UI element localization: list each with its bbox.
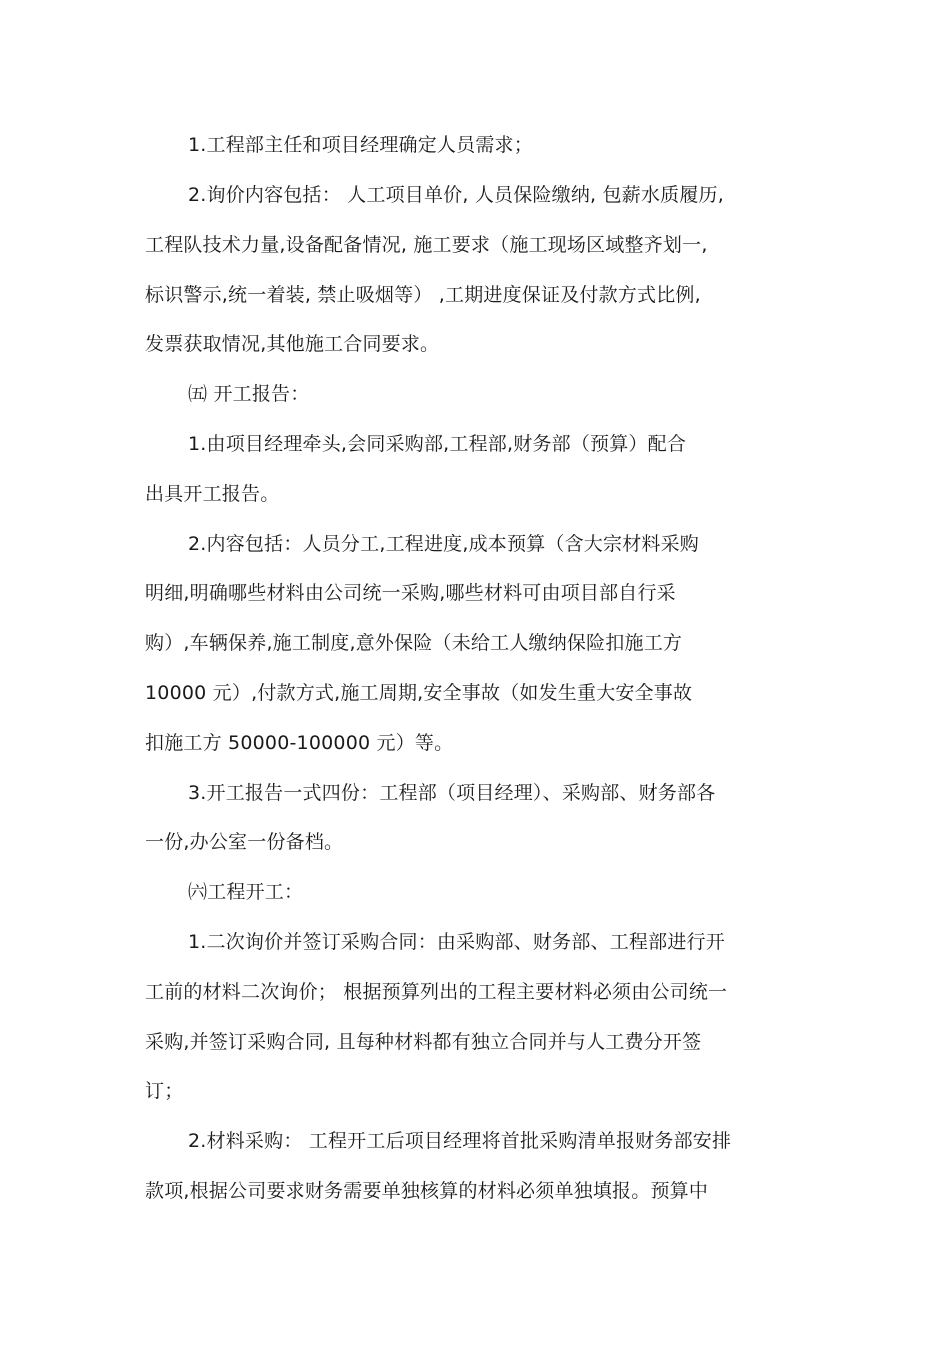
text-line-5: 发票获取情况,其他施工合同要求。: [145, 333, 440, 355]
section-heading-5: ㈤ 开工报告：: [188, 383, 310, 405]
text-line-18: 工前的材料二次询价； 根据预算列出的工程主要材料必须由公司统一: [145, 981, 728, 1003]
text-line-17: 1.二次询价并签订采购合同：由采购部、财务部、工程部进行开: [188, 931, 725, 953]
text-line-10: 明细,明确哪些材料由公司统一采购,哪些材料可由项目部自行采: [145, 582, 676, 604]
section-heading-6: ㈥工程开工：: [188, 881, 304, 903]
text-line-12: 10000 元）,付款方式,施工周期,安全事故（如发生重大安全事故: [145, 682, 693, 704]
text-line-22: 款项,根据公司要求财务需要单独核算的材料必须单独填报。预算中: [145, 1180, 709, 1202]
text-line-1: 1.工程部主任和项目经理确定人员需求；: [188, 134, 533, 156]
text-line-11: 购）,车辆保养,施工制度,意外保险（未给工人缴纳保险扣施工方: [145, 632, 683, 654]
text-line-3: 工程队技术力量,设备配备情况, 施工要求（施工现场区域整齐划一,: [145, 234, 708, 256]
text-line-20: 订；: [145, 1080, 184, 1102]
text-line-14: 3.开工报告一式四份：工程部（项目经理）、采购部、财务部各: [188, 782, 716, 804]
text-line-9: 2.内容包括：人员分工,工程进度,成本预算（含大宗材料采购: [188, 533, 700, 555]
text-line-13: 扣施工方 50000-100000 元）等。: [145, 732, 454, 754]
text-line-21: 2.材料采购： 工程开工后项目经理将首批采购清单报财务部安排: [188, 1130, 732, 1152]
text-line-19: 采购,并签订采购合同, 且每种材料都有独立合同并与人工费分开签: [145, 1031, 702, 1053]
text-line-7: 1.由项目经理牵头,会同采购部,工程部,财务部（预算）配合: [188, 433, 687, 455]
text-line-8: 出具开工报告。: [145, 483, 280, 505]
text-line-2: 2.询价内容包括： 人工项目单价, 人员保险缴纳, 包薪水质履历,: [188, 184, 724, 206]
text-line-4: 标识警示,统一着装, 禁止吸烟等） ,工期进度保证及付款方式比例,: [145, 284, 701, 306]
text-line-15: 一份,办公室一份备档。: [145, 831, 344, 853]
